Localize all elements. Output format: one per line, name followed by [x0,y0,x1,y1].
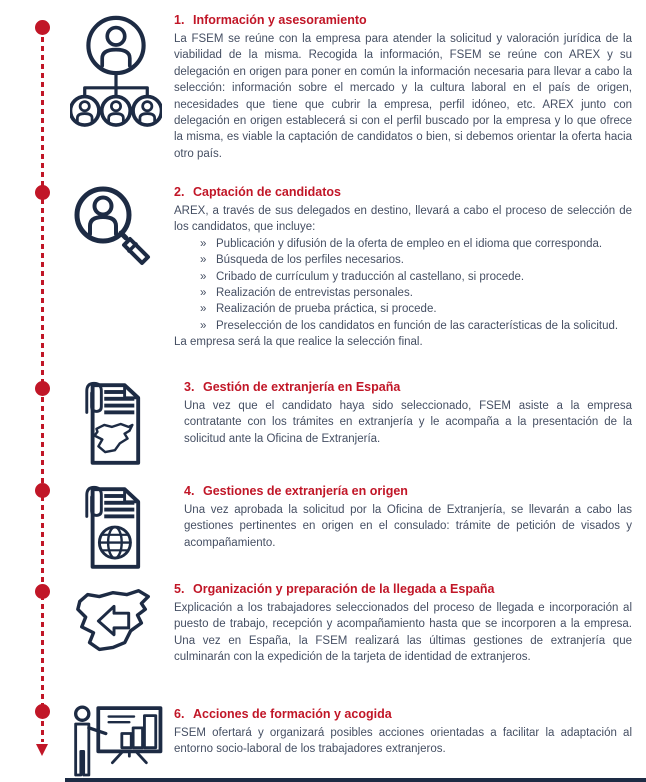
step-title-text: Gestiones de extranjería en origen [203,484,408,498]
bullet-marker: » [200,237,207,250]
step-number: 4. [184,484,195,498]
step-1 [70,13,632,162]
timeline-dot-2 [35,185,50,200]
document-globe-icon [70,482,184,574]
step-title [174,582,632,597]
list-item: » Realización de prueba práctica, si procede. [200,301,632,317]
timeline-arrow-down-icon [36,744,48,756]
timeline-dot-4 [35,483,50,498]
step-3 [70,380,632,470]
step-title [184,380,632,395]
step-title-text: Gestión de extranjería en España [203,380,401,394]
list-item: » Publicación y difusión de la oferta de empleo en el idioma que corresponda. [200,236,632,252]
step-title [184,484,632,499]
step-4 [70,484,632,574]
step-6 [70,707,632,782]
step-2 [70,185,632,351]
list-item: » Búsqueda de los perfiles necesarios. [200,252,632,268]
list-item: » Cribado de currículum y traducción al castellano, si procede. [200,269,632,285]
step-body: Explicación a los trabajadores seleccionados del proceso de llegada e incorporación al puesto de trabajo, recepción y acompañamiento hasta que se incorporen a la empresa. Una vez en España, la FSEM realizará las últimas gestiones de extranjería que culminarán con la expedición de la tarjeta de identidad de extranjeros. [174,602,632,664]
step-5 [70,582,632,668]
presentation-trainer-icon [70,702,174,782]
step-number: 6. [174,707,185,721]
step-title [174,707,632,722]
timeline-dot-1 [35,20,50,35]
step-title-text: Organización y preparación de la llegada a España [193,582,495,596]
step-number: 3. [184,380,195,394]
bullet-marker: » [200,319,207,332]
bullet-marker: » [200,254,207,267]
step-body: Una vez que el candidato haya sido seleccionado, FSEM asiste a la empresa contratante con los trámites en extranjería y le acompaña a la presentación de la solicitud ante la Oficina de Extranjería. [184,400,632,445]
step-body: AREX, a través de sus delegados en destino, llevará a cabo el proceso de selección de los candidatos, que incluye: [174,205,632,234]
step-title-text: Captación de candidatos [193,185,341,199]
document-spain-icon [70,378,184,470]
step-title-text: Información y asesoramiento [193,13,367,27]
list-item: » Preselección de los candidatos en función de las características de la solicitud. [200,318,632,334]
list-item: » Realización de entrevistas personales. [200,285,632,301]
step-title-text: Acciones de formación y acogida [193,707,392,721]
step-number: 2. [174,185,185,199]
timeline-dot-5 [35,584,50,599]
step-footer-text: La empresa será la que realice la selección final. [174,336,423,349]
bullet-marker: » [200,303,207,316]
step-title [174,13,632,28]
timeline-dot-6 [35,704,50,719]
step-number: 1. [174,13,185,27]
step-title [174,185,632,200]
bullet-marker: » [200,287,207,300]
timeline-dot-3 [35,381,50,396]
step-body: FSEM ofertará y organizará posibles acciones orientadas a facilitar la adaptación al entorno socio-laboral de los trabajadores extranjeros. [174,727,632,756]
step-number: 5. [174,582,185,596]
magnifier-person-icon [70,185,174,351]
org-chart-icon [70,13,174,162]
step-body: La FSEM se reúne con la empresa para atender la solicitud y valoración jurídica de la viabilidad de la misma. Recogida la información, FSEM se reúne con AREX y su delegación en origen para poner en común la información necesaria para llevar a cabo la selección: información sobre el mercado y la cultura laboral en el país de origen, necesidades que tiene que cubrir la empresa, perfil idóneo, etc. AREX junto con delegación en origen establecerá si con el perfil buscado por la empresa y lo que ofrece la misma, es viable la captación de candidatos o bien, si debemos orientar la oferta hacia otro país. [174,33,632,160]
footer-rule [65,778,646,782]
bullet-marker: » [200,270,207,283]
spain-map-arrow-icon [70,576,174,668]
step-body: Una vez aprobada la solicitud por la Oficina de Extranjería, se llevarán a cabo las gestiones pertinentes en origen en el consulado: trámite de petición de visados y acompañamiento. [184,504,632,549]
selection-tasks-list [174,236,632,334]
